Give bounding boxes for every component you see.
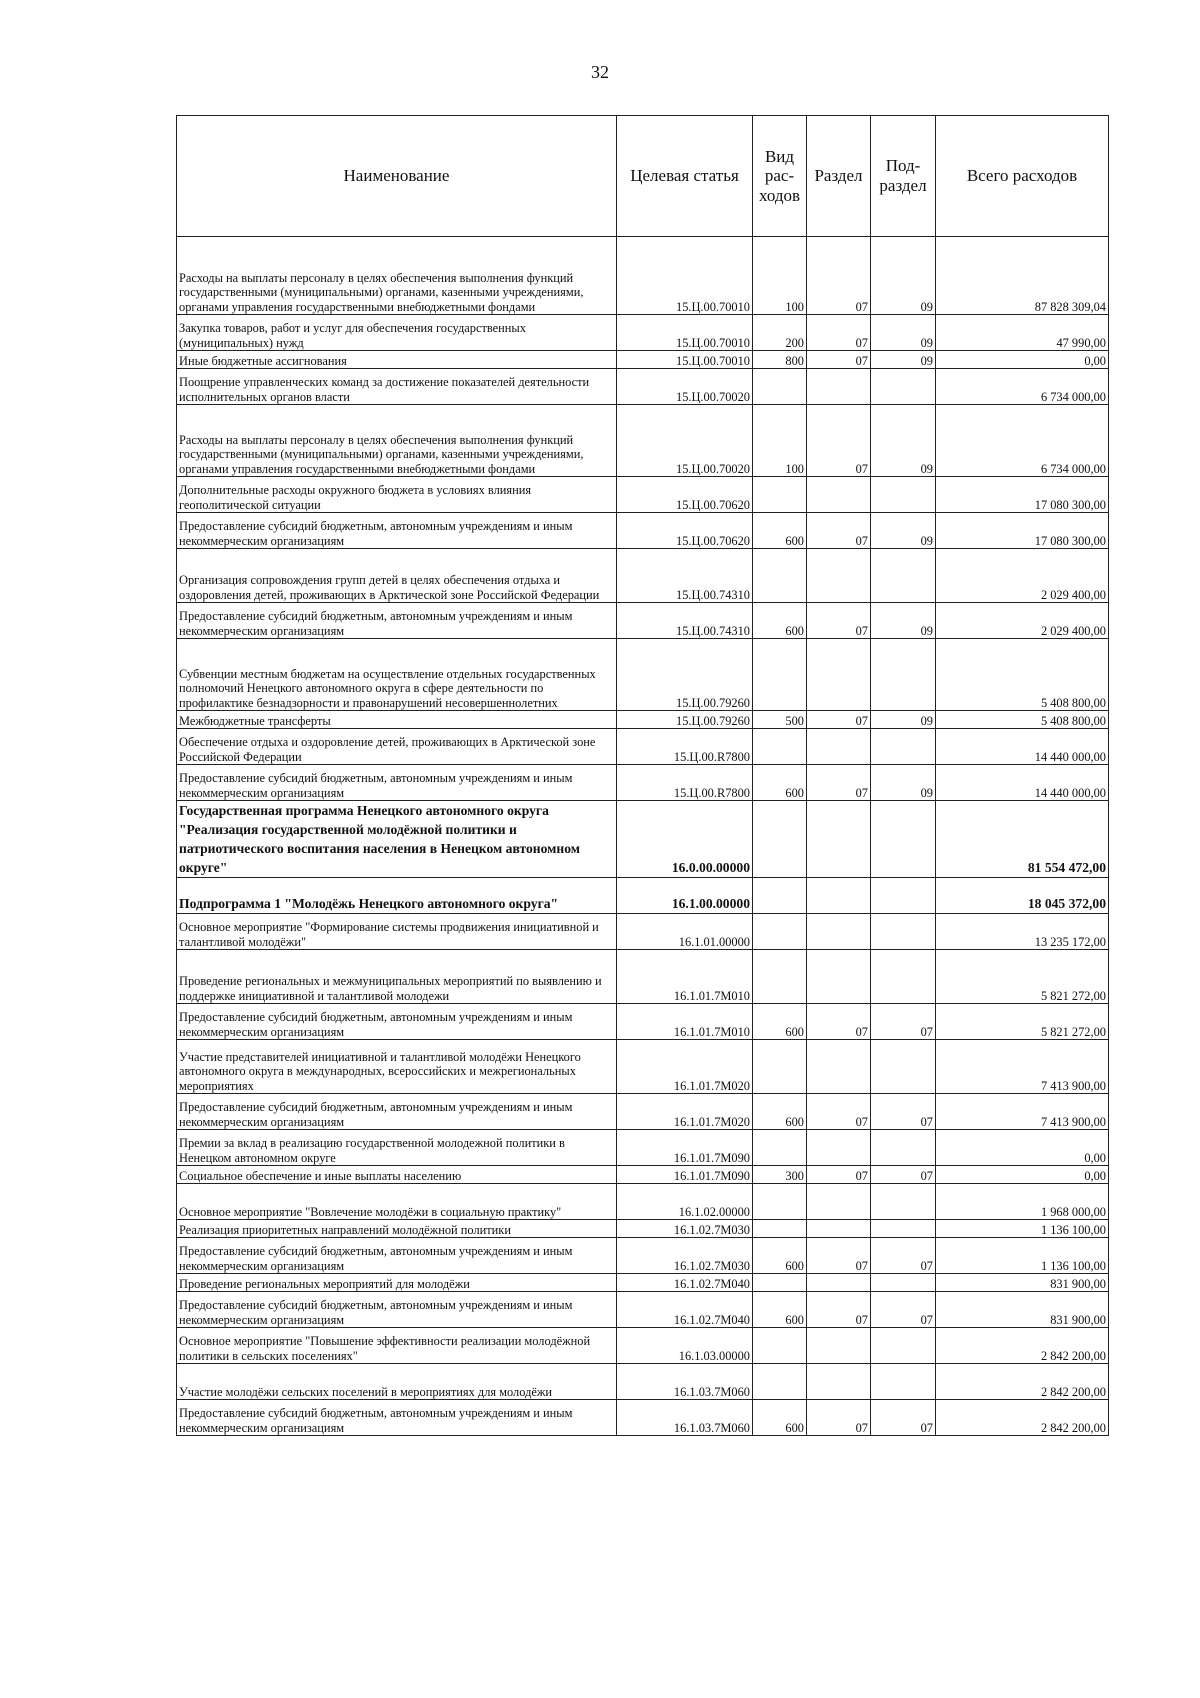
cell-code: 16.1.03.7М060 <box>617 1400 753 1436</box>
cell-vid <box>753 549 807 603</box>
cell-total: 2 029 400,00 <box>936 549 1109 603</box>
table-row <box>177 1328 1109 1364</box>
cell-vid <box>753 1040 807 1094</box>
cell-razdel: 07 <box>807 1094 871 1130</box>
cell-razdel <box>807 369 871 405</box>
cell-razdel <box>807 639 871 711</box>
table-row <box>177 1400 1109 1436</box>
cell-code: 16.1.00.00000 <box>617 878 753 914</box>
cell-name: Субвенции местным бюджетам на осуществление отдельных государственных полномочий Ненецкого автономного округа в сфере деятельности по профилактике безнадзорности и правонарушений несовершеннолетних <box>177 639 617 711</box>
budget-table <box>176 115 1109 1436</box>
table-row <box>177 1040 1109 1094</box>
cell-razdel: 07 <box>807 237 871 315</box>
cell-code: 16.1.01.7М010 <box>617 1004 753 1040</box>
cell-razdel: 07 <box>807 315 871 351</box>
cell-total: 7 413 900,00 <box>936 1040 1109 1094</box>
cell-razdel <box>807 878 871 914</box>
table-row <box>177 1094 1109 1130</box>
cell-vid <box>753 1220 807 1238</box>
cell-vid <box>753 1184 807 1220</box>
cell-total: 2 842 200,00 <box>936 1328 1109 1364</box>
cell-code: 16.1.02.7М040 <box>617 1292 753 1328</box>
cell-podrazdel: 07 <box>871 1094 936 1130</box>
cell-name: Предоставление субсидий бюджетным, автономным учреждениям и иным некоммерческим организациям <box>177 513 617 549</box>
cell-razdel <box>807 1328 871 1364</box>
cell-podrazdel <box>871 639 936 711</box>
cell-vid: 300 <box>753 1166 807 1184</box>
cell-name: Основное мероприятие "Повышение эффективности реализации молодёжной политики в сельских поселениях" <box>177 1328 617 1364</box>
cell-razdel <box>807 549 871 603</box>
cell-podrazdel: 09 <box>871 237 936 315</box>
cell-vid <box>753 1364 807 1400</box>
cell-razdel <box>807 1364 871 1400</box>
cell-razdel <box>807 1040 871 1094</box>
cell-code: 15.Ц.00.70620 <box>617 477 753 513</box>
cell-code: 15.Ц.00.70010 <box>617 315 753 351</box>
cell-total: 1 968 000,00 <box>936 1184 1109 1220</box>
cell-vid: 600 <box>753 513 807 549</box>
cell-vid: 200 <box>753 315 807 351</box>
cell-razdel: 07 <box>807 1238 871 1274</box>
cell-razdel <box>807 729 871 765</box>
cell-name: Дополнительные расходы окружного бюджета в условиях влияния геополитической ситуации <box>177 477 617 513</box>
table-row <box>177 1292 1109 1328</box>
cell-code: 15.Ц.00.70020 <box>617 369 753 405</box>
cell-vid <box>753 914 807 950</box>
table-row <box>177 405 1109 477</box>
cell-vid: 800 <box>753 351 807 369</box>
cell-total: 6 734 000,00 <box>936 405 1109 477</box>
cell-podrazdel: 09 <box>871 513 936 549</box>
table-row <box>177 1364 1109 1400</box>
cell-vid <box>753 801 807 878</box>
cell-total: 1 136 100,00 <box>936 1238 1109 1274</box>
table-row <box>177 1166 1109 1184</box>
cell-razdel: 07 <box>807 765 871 801</box>
cell-code: 15.Ц.00.R7800 <box>617 765 753 801</box>
header-code: Целевая статья <box>617 116 753 237</box>
table-row <box>177 603 1109 639</box>
cell-total: 5 821 272,00 <box>936 950 1109 1004</box>
cell-name: Проведение региональных мероприятий для молодёжи <box>177 1274 617 1292</box>
table-row <box>177 549 1109 603</box>
cell-code: 16.1.02.7М030 <box>617 1220 753 1238</box>
cell-total: 7 413 900,00 <box>936 1094 1109 1130</box>
cell-code: 16.1.01.7М020 <box>617 1040 753 1094</box>
cell-razdel <box>807 801 871 878</box>
cell-total: 47 990,00 <box>936 315 1109 351</box>
cell-total: 5 408 800,00 <box>936 711 1109 729</box>
cell-podrazdel <box>871 1040 936 1094</box>
cell-razdel: 07 <box>807 351 871 369</box>
cell-vid: 600 <box>753 1400 807 1436</box>
cell-vid: 600 <box>753 1004 807 1040</box>
cell-podrazdel <box>871 914 936 950</box>
cell-podrazdel: 07 <box>871 1004 936 1040</box>
cell-code: 15.Ц.00.70620 <box>617 513 753 549</box>
cell-name: Предоставление субсидий бюджетным, автономным учреждениям и иным некоммерческим организациям <box>177 765 617 801</box>
header-vid: Вид рас-ходов <box>753 116 807 237</box>
cell-vid <box>753 878 807 914</box>
table-row <box>177 711 1109 729</box>
cell-total: 17 080 300,00 <box>936 513 1109 549</box>
cell-total: 87 828 309,04 <box>936 237 1109 315</box>
cell-podrazdel <box>871 477 936 513</box>
table-row <box>177 237 1109 315</box>
table-row <box>177 639 1109 711</box>
cell-code: 16.1.01.00000 <box>617 914 753 950</box>
cell-total: 5 408 800,00 <box>936 639 1109 711</box>
cell-total: 13 235 172,00 <box>936 914 1109 950</box>
table-row <box>177 801 1109 878</box>
cell-total: 0,00 <box>936 351 1109 369</box>
cell-total: 17 080 300,00 <box>936 477 1109 513</box>
table-row <box>177 477 1109 513</box>
cell-name: Подпрограмма 1 "Молодёжь Ненецкого автономного округа" <box>177 878 617 914</box>
table-header-row <box>177 116 1109 237</box>
cell-podrazdel <box>871 1274 936 1292</box>
cell-total: 6 734 000,00 <box>936 369 1109 405</box>
cell-podrazdel <box>871 950 936 1004</box>
cell-vid <box>753 950 807 1004</box>
cell-code: 16.1.03.7М060 <box>617 1364 753 1400</box>
table-row <box>177 513 1109 549</box>
cell-code: 15.Ц.00.74310 <box>617 603 753 639</box>
page-number: 32 <box>591 62 609 82</box>
table-row <box>177 1238 1109 1274</box>
cell-name: Иные бюджетные ассигнования <box>177 351 617 369</box>
table-row <box>177 950 1109 1004</box>
table-row <box>177 1274 1109 1292</box>
cell-vid: 600 <box>753 1238 807 1274</box>
cell-name: Предоставление субсидий бюджетным, автономным учреждениям и иным некоммерческим организациям <box>177 1292 617 1328</box>
cell-podrazdel <box>871 801 936 878</box>
cell-name: Социальное обеспечение и иные выплаты населению <box>177 1166 617 1184</box>
table-row <box>177 878 1109 914</box>
cell-razdel <box>807 914 871 950</box>
cell-code: 16.1.02.00000 <box>617 1184 753 1220</box>
cell-razdel: 07 <box>807 1004 871 1040</box>
header-total: Всего расходов <box>936 116 1109 237</box>
cell-podrazdel <box>871 1184 936 1220</box>
cell-code: 15.Ц.00.70010 <box>617 351 753 369</box>
cell-name: Предоставление субсидий бюджетным, автономным учреждениям и иным некоммерческим организациям <box>177 1238 617 1274</box>
cell-podrazdel <box>871 369 936 405</box>
cell-razdel <box>807 1274 871 1292</box>
cell-code: 16.0.00.00000 <box>617 801 753 878</box>
cell-code: 16.1.02.7М030 <box>617 1238 753 1274</box>
cell-vid <box>753 1274 807 1292</box>
cell-podrazdel <box>871 1220 936 1238</box>
cell-podrazdel <box>871 1364 936 1400</box>
cell-code: 16.1.01.7М010 <box>617 950 753 1004</box>
cell-name: Основное мероприятие "Формирование системы продвижения инициативной и талантливой молодёжи" <box>177 914 617 950</box>
cell-podrazdel <box>871 549 936 603</box>
cell-vid: 100 <box>753 237 807 315</box>
cell-razdel <box>807 1220 871 1238</box>
cell-name: Государственная программа Ненецкого автономного округа "Реализация государственной молодёжной политики и патриотического воспитания населения в Ненецком автономном округе" <box>177 801 617 878</box>
cell-razdel <box>807 1130 871 1166</box>
table-row <box>177 765 1109 801</box>
cell-podrazdel: 07 <box>871 1166 936 1184</box>
cell-name: Организация сопровождения групп детей в целях обеспечения отдыха и оздоровления детей, проживающих в Арктической зоне Российской Федерации <box>177 549 617 603</box>
cell-razdel <box>807 477 871 513</box>
cell-name: Участие представителей инициативной и талантливой молодёжи Ненецкого автономного округа в международных, всероссийских и межрегиональных мероприятиях <box>177 1040 617 1094</box>
table-row <box>177 1130 1109 1166</box>
cell-razdel: 07 <box>807 513 871 549</box>
cell-code: 16.1.01.7М090 <box>617 1130 753 1166</box>
cell-vid <box>753 369 807 405</box>
cell-podrazdel: 09 <box>871 405 936 477</box>
cell-total: 0,00 <box>936 1166 1109 1184</box>
cell-name: Расходы на выплаты персоналу в целях обеспечения выполнения функций государственными (муниципальными) органами, казенными учреждениями, органами управления государственными внебюджетными фондами <box>177 405 617 477</box>
cell-razdel <box>807 1184 871 1220</box>
cell-razdel: 07 <box>807 405 871 477</box>
cell-total: 831 900,00 <box>936 1292 1109 1328</box>
cell-code: 15.Ц.00.70020 <box>617 405 753 477</box>
cell-razdel: 07 <box>807 711 871 729</box>
header-podrazdel: Под-раздел <box>871 116 936 237</box>
cell-podrazdel: 07 <box>871 1238 936 1274</box>
table-row <box>177 1004 1109 1040</box>
cell-razdel: 07 <box>807 1292 871 1328</box>
cell-name: Обеспечение отдыха и оздоровление детей, проживающих в Арктической зоне Российской Федерации <box>177 729 617 765</box>
cell-name: Основное мероприятие "Вовлечение молодёжи в социальную практику" <box>177 1184 617 1220</box>
cell-razdel <box>807 950 871 1004</box>
cell-name: Предоставление субсидий бюджетным, автономным учреждениям и иным некоммерческим организациям <box>177 1094 617 1130</box>
cell-code: 15.Ц.00.79260 <box>617 639 753 711</box>
table-body <box>177 237 1109 1436</box>
cell-razdel: 07 <box>807 1400 871 1436</box>
cell-podrazdel <box>871 1328 936 1364</box>
cell-podrazdel: 09 <box>871 603 936 639</box>
cell-code: 16.1.01.7М090 <box>617 1166 753 1184</box>
cell-vid <box>753 477 807 513</box>
cell-name: Участие молодёжи сельских поселений в мероприятиях для молодёжи <box>177 1364 617 1400</box>
cell-code: 15.Ц.00.79260 <box>617 711 753 729</box>
cell-podrazdel <box>871 1130 936 1166</box>
cell-code: 15.Ц.00.70010 <box>617 237 753 315</box>
cell-total: 1 136 100,00 <box>936 1220 1109 1238</box>
cell-total: 14 440 000,00 <box>936 729 1109 765</box>
cell-total: 14 440 000,00 <box>936 765 1109 801</box>
cell-total: 2 842 200,00 <box>936 1364 1109 1400</box>
cell-vid <box>753 1130 807 1166</box>
cell-vid: 600 <box>753 603 807 639</box>
cell-name: Предоставление субсидий бюджетным, автономным учреждениям и иным некоммерческим организациям <box>177 1004 617 1040</box>
cell-name: Закупка товаров, работ и услуг для обеспечения государственных (муниципальных) нужд <box>177 315 617 351</box>
cell-name: Предоставление субсидий бюджетным, автономным учреждениям и иным некоммерческим организациям <box>177 1400 617 1436</box>
cell-total: 0,00 <box>936 1130 1109 1166</box>
cell-vid <box>753 639 807 711</box>
cell-podrazdel: 09 <box>871 765 936 801</box>
cell-vid: 600 <box>753 765 807 801</box>
cell-vid: 600 <box>753 1094 807 1130</box>
cell-podrazdel: 07 <box>871 1292 936 1328</box>
cell-name: Реализация приоритетных направлений молодёжной политики <box>177 1220 617 1238</box>
cell-name: Поощрение управленческих команд за достижение показателей деятельности исполнительных органов власти <box>177 369 617 405</box>
cell-total: 2 842 200,00 <box>936 1400 1109 1436</box>
table-row <box>177 1184 1109 1220</box>
cell-code: 15.Ц.00.74310 <box>617 549 753 603</box>
cell-podrazdel <box>871 729 936 765</box>
cell-total: 18 045 372,00 <box>936 878 1109 914</box>
table-row <box>177 351 1109 369</box>
cell-code: 16.1.02.7М040 <box>617 1274 753 1292</box>
table-row <box>177 315 1109 351</box>
table-row <box>177 729 1109 765</box>
cell-name: Предоставление субсидий бюджетным, автономным учреждениям и иным некоммерческим организациям <box>177 603 617 639</box>
cell-code: 16.1.01.7М020 <box>617 1094 753 1130</box>
cell-razdel: 07 <box>807 603 871 639</box>
header-razdel: Раздел <box>807 116 871 237</box>
table-row <box>177 914 1109 950</box>
cell-podrazdel: 07 <box>871 1400 936 1436</box>
cell-podrazdel <box>871 878 936 914</box>
cell-vid: 100 <box>753 405 807 477</box>
cell-code: 15.Ц.00.R7800 <box>617 729 753 765</box>
cell-name: Межбюджетные трансферты <box>177 711 617 729</box>
cell-podrazdel: 09 <box>871 711 936 729</box>
cell-name: Проведение региональных и межмуниципальных мероприятий по выявлению и поддержке инициативной и талантливой молодежи <box>177 950 617 1004</box>
table-row <box>177 369 1109 405</box>
cell-podrazdel: 09 <box>871 315 936 351</box>
cell-name: Расходы на выплаты персоналу в целях обеспечения выполнения функций государственными (муниципальными) органами, казенными учреждениями, органами управления государственными внебюджетными фондами <box>177 237 617 315</box>
cell-total: 2 029 400,00 <box>936 603 1109 639</box>
table-row <box>177 1220 1109 1238</box>
cell-vid: 500 <box>753 711 807 729</box>
cell-vid <box>753 729 807 765</box>
cell-name: Премии за вклад в реализацию государственной молодежной политики в Ненецком автономном округе <box>177 1130 617 1166</box>
cell-razdel: 07 <box>807 1166 871 1184</box>
cell-podrazdel: 09 <box>871 351 936 369</box>
cell-vid: 600 <box>753 1292 807 1328</box>
cell-vid <box>753 1328 807 1364</box>
cell-total: 831 900,00 <box>936 1274 1109 1292</box>
cell-total: 5 821 272,00 <box>936 1004 1109 1040</box>
cell-code: 16.1.03.00000 <box>617 1328 753 1364</box>
header-name: Наименование <box>177 116 617 237</box>
cell-total: 81 554 472,00 <box>936 801 1109 878</box>
